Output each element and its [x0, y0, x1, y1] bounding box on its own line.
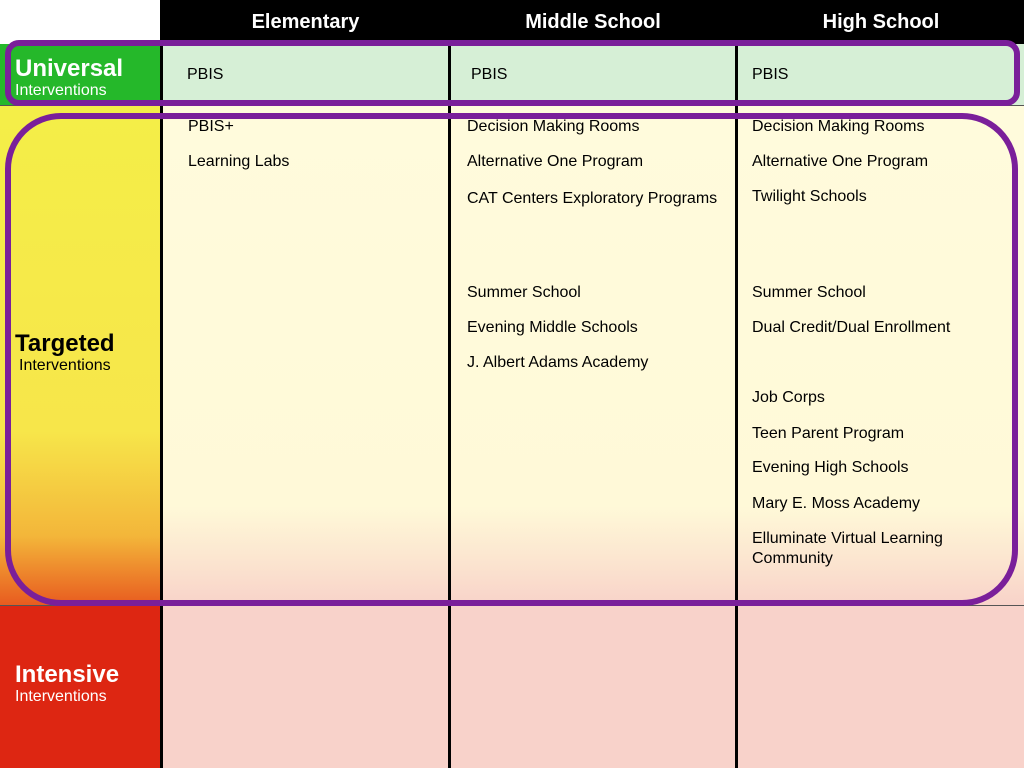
targeted-high-item: Job Corps [752, 389, 825, 406]
universal-elementary-cell: PBIS [187, 66, 224, 83]
column-header-high-school: High School [822, 10, 940, 33]
targeted-elementary-item: Learning Labs [188, 153, 290, 170]
targeted-high-item: Decision Making Rooms [752, 118, 925, 135]
targeted-elementary-item: PBIS+ [188, 118, 234, 135]
column-header-middle-school: Middle School [525, 10, 661, 33]
targeted-highlight-frame [5, 113, 1018, 606]
universal-middle-cell: PBIS [471, 66, 508, 83]
tier-label-intensive [15, 662, 155, 706]
targeted-high-item: Teen Parent Program [752, 425, 905, 442]
targeted-high-item: Twilight Schools [752, 188, 867, 205]
targeted-high-item: Alternative One Program [752, 153, 929, 170]
targeted-high-item: Dual Credit/Dual Enrollment [752, 319, 951, 336]
tier-subtitle-universal: Interventions [15, 82, 107, 99]
tier-subtitle-intensive: Interventions [15, 688, 107, 705]
tier-subtitle-targeted: Interventions [19, 357, 111, 374]
universal-highlight-frame [5, 40, 1020, 106]
row-intensive [163, 606, 1024, 768]
targeted-middle-item: Alternative One Program [467, 153, 644, 170]
tier-title-intensive: Intensive [15, 661, 120, 688]
targeted-high-item: Evening High Schools [752, 459, 909, 476]
tier-title-universal: Universal [15, 55, 124, 82]
column-header-elementary: Elementary [251, 10, 360, 33]
targeted-middle-item: Evening Middle Schools [467, 319, 638, 336]
tier-title-targeted: Targeted [15, 330, 115, 357]
targeted-high-item: Summer School [752, 284, 866, 301]
targeted-middle-item: Decision Making Rooms [467, 118, 640, 135]
targeted-middle-item: Summer School [467, 284, 581, 301]
universal-high-cell: PBIS [752, 66, 789, 83]
targeted-high-item: Elluminate Virtual Learning Community [752, 530, 943, 567]
targeted-middle-item: J. Albert Adams Academy [467, 354, 649, 371]
targeted-high-item: Mary E. Moss Academy [752, 495, 921, 512]
targeted-middle-item: CAT Centers Exploratory Programs [467, 190, 718, 207]
header-corner [0, 0, 160, 44]
